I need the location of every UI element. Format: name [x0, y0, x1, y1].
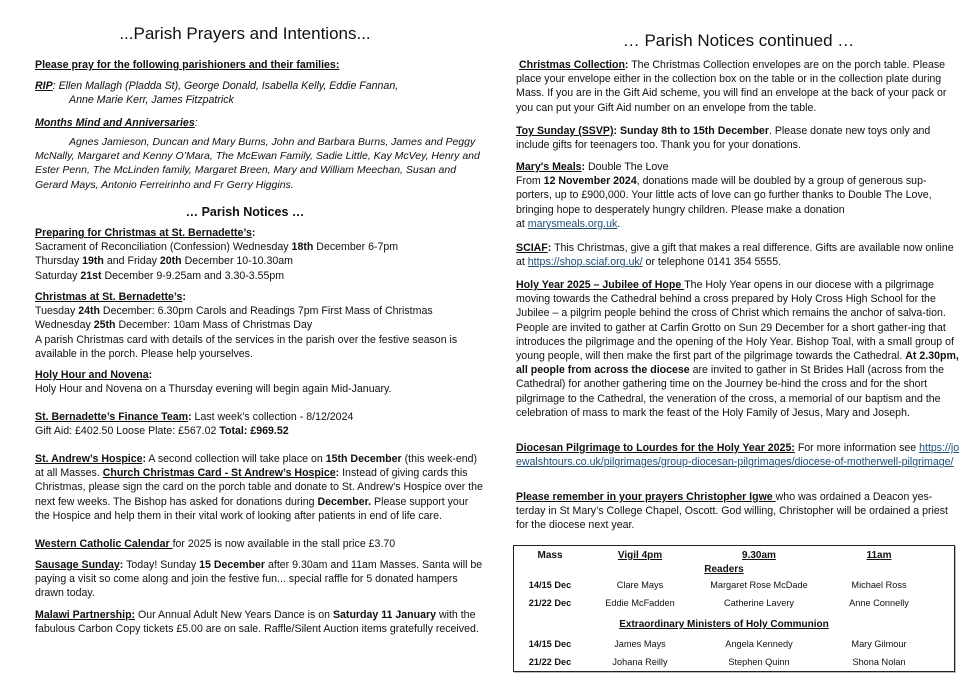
prayers-title: ...Parish Prayers and Intentions...: [119, 24, 371, 43]
header-930: 9.30am: [742, 550, 776, 561]
ministers-title: Extraordinary Ministers of Holy Communion: [619, 619, 829, 630]
holy-year-notice: Holy Year 2025 – Jubilee of Hope The Holy Year opens in our diocese with a pilgrimage moving towards the Cathedral behind a cross prepared by Holy Cross High School for the Jubilee – a pilgrim people behind the cross of Christ which remains the anchor of salva-tion. People are invited to gather at Carfin Grotto on Sun 29 December for a short gather-ing that introduces the pilgrimage and the opening of the Holy Year. Bishop Toal, with a small group of young people, will then make the first part of the pilgrimage towards the Cathedral. At 2.30pm, all people from across the diocese are invited to gather in St Brides Hall (across from the Cathedral) for another gathering time on the Journey be-hind the cross and for the short pilgrimage to the Cathedral, the veneration of the cross, a memorial of our baptism and the celebration of mass to mark the feast of the Holy Family of Jesus, Mary and Joseph.: [516, 279, 959, 419]
preparing-christmas-notice: Preparing for Christmas at St. Bernadette’s: Sacrament of Reconciliation (Confession) Wednesday 18th December 6-7pm Thursday 19th and Friday 20th December 10-10.30am Saturday 21st December 9-9.25am and 3.30-3.55pm: [35, 227, 399, 282]
pray-heading: Please pray for the following parishioners and their families:: [35, 59, 340, 71]
header-vigil: Vigil 4pm: [617, 550, 663, 561]
finance-team-notice: St. Bernadette’s Finance Team: Last week’s collection - 8/12/2024 Gift Aid: £402.50 Loose Plate: £567.02 Total: £969.52: [35, 411, 354, 438]
lourdes-pilgrimage-notice: Diocesan Pilgrimage to Lourdes for the Holy Year 2025: For more information see https://joewalshtours.co.uk/pilgrimages/group-diocesan-pilgrimages/diocese-of-motherwell-pilgrimage/: [516, 442, 960, 469]
table-row: 14/15 Dec James Mays Angela Kennedy Mary Gilmour: [528, 639, 907, 649]
toy-sunday-notice: Toy Sunday (SSVP): Sunday 8th to 15th December. Please donate new toys only and include gifts for teenagers too. Thank you for your donations.: [516, 125, 931, 152]
mass-roster-table: [513, 545, 955, 672]
readers-title: Readers: [704, 564, 744, 575]
notices-continued-title: … Parish Notices continued …: [622, 31, 855, 50]
christmas-collection-notice: Christmas Collection: The Christmas Collection envelopes are on the porch table. Please place your envelope either in the collection box on the table or in the collection plate during Mass. If you are in the Gift Aid scheme, you will find an envelope at the back of your pack or you can put your Gift Aid number on an envelope from the table.: [516, 59, 947, 114]
sausage-sunday-notice: Sausage Sunday: Today! Sunday 15 December after 9.30am and 11am Masses. Santa will be paying a visit so come along and join the festive fun... special raffle for 5 donated hampers drawn today.: [35, 559, 483, 600]
holy-hour-notice: Holy Hour and Novena: Holy Hour and Novena on a Thursday evening will begin again Mid-January.: [35, 369, 392, 396]
malawi-partnership-notice: Malawi Partnership: Our Annual Adult New Years Dance is on Saturday 11 January with the fabulous Carbon Copy tickets £5.00 are on sale. Raffle/Silent Auction items gratefully received.: [35, 609, 479, 636]
marys-meals-notice: Mary's Meals: Double The Love From 12 November 2024, donations made will be doubled by a group of generous sup-porters, up to £900,000. Your little acts of love can go further thanks to Double The Love, bringing hope to desperately hungry children. Please make a donation at marysmeals.org.uk.: [516, 161, 932, 230]
parish-notices-title: … Parish Notices …: [185, 205, 305, 219]
sciaf-notice: SCIAF: This Christmas, give a gift that makes a real difference. Gifts are available now online at https://shop.sciaf.org.uk/ or telephone 0141 354 5555.: [516, 242, 954, 269]
sciaf-shop-link[interactable]: https://shop.sciaf.org.uk/: [527, 256, 643, 269]
lourdes-pilgrimage-link[interactable]: https://joewalshtours.co.uk/pilgrimages/group-diocesan-pilgrimages/diocese-of-motherwell-pilgrimage/: [516, 442, 960, 469]
months-mind-names: Agnes Jamieson, Duncan and Mary Burns, John and Barbara Burns, James and Peggy McNally, Margaret and Kenny O’Mara, The McEwan Family, Sadie Little, Kay McVey, Henry and Ester Penn, The McLinden family, Margaret Breen, Mary and William Meechan, Susan and Gerard Mays, Antonio Ferreirinho and Fr Gerry Higgins.: [35, 136, 480, 191]
christopher-igwe-notice: Please remember in your prayers Christopher Igwe who was ordained a Deacon yes-terday in St Mary’s College Chapel, Oscott. God willing, Christopher will be ordained a priest for the diocese next year.: [516, 491, 948, 532]
table-row: 21/22 Dec Johana Reilly Stephen Quinn Shona Nolan: [528, 657, 906, 667]
christmas-st-bernadettes-notice: Christmas at St. Bernadette’s: Tuesday 24th December: 6.30pm Carols and Readings 7pm First Mass of Christmas Wednesday 25th December: 10am Mass of Christmas Day A parish Christmas card with details of the services in the parish over the festive season is available in the porch. Please help yourselves.: [35, 291, 458, 360]
roster-header-row: [514, 549, 954, 563]
st-andrews-hospice-notice: St. Andrew’s Hospice: A second collection will take place on 15th December (this week-end) at all Masses. Church Christmas Card - St Andrew’s Hospice: Instead of giving cards this Christmas, please sign the card on the porch table and donate to St. Andrew’s Hospice over the next few weeks. The Bishop has asked for donations during December. Please support your the Hospice and help them in their vital work of looking after patients in end of life care.: [35, 453, 483, 522]
rip-block: RIP: Ellen Mallagh (Pladda St), George Donald, Isabella Kelly, Eddie Fannan, Anne Marie Kerr, James Fitzpatrick: [35, 80, 399, 107]
header-11am: 11am: [866, 550, 892, 561]
table-row: 21/22 Dec Eddie McFadden Catherine Lavery Anne Connelly: [528, 598, 909, 608]
marys-meals-link[interactable]: marysmeals.org.uk: [527, 217, 618, 230]
months-mind-block: Months Mind and Anniversaries:: [35, 117, 198, 129]
table-row: 14/15 Dec Clare Mays Margaret Rose McDade Michael Ross: [528, 580, 907, 590]
header-mass: Mass: [537, 550, 563, 561]
calendar-notice: Western Catholic Calendar for 2025 is now available in the stall price £3.70: [35, 538, 396, 550]
